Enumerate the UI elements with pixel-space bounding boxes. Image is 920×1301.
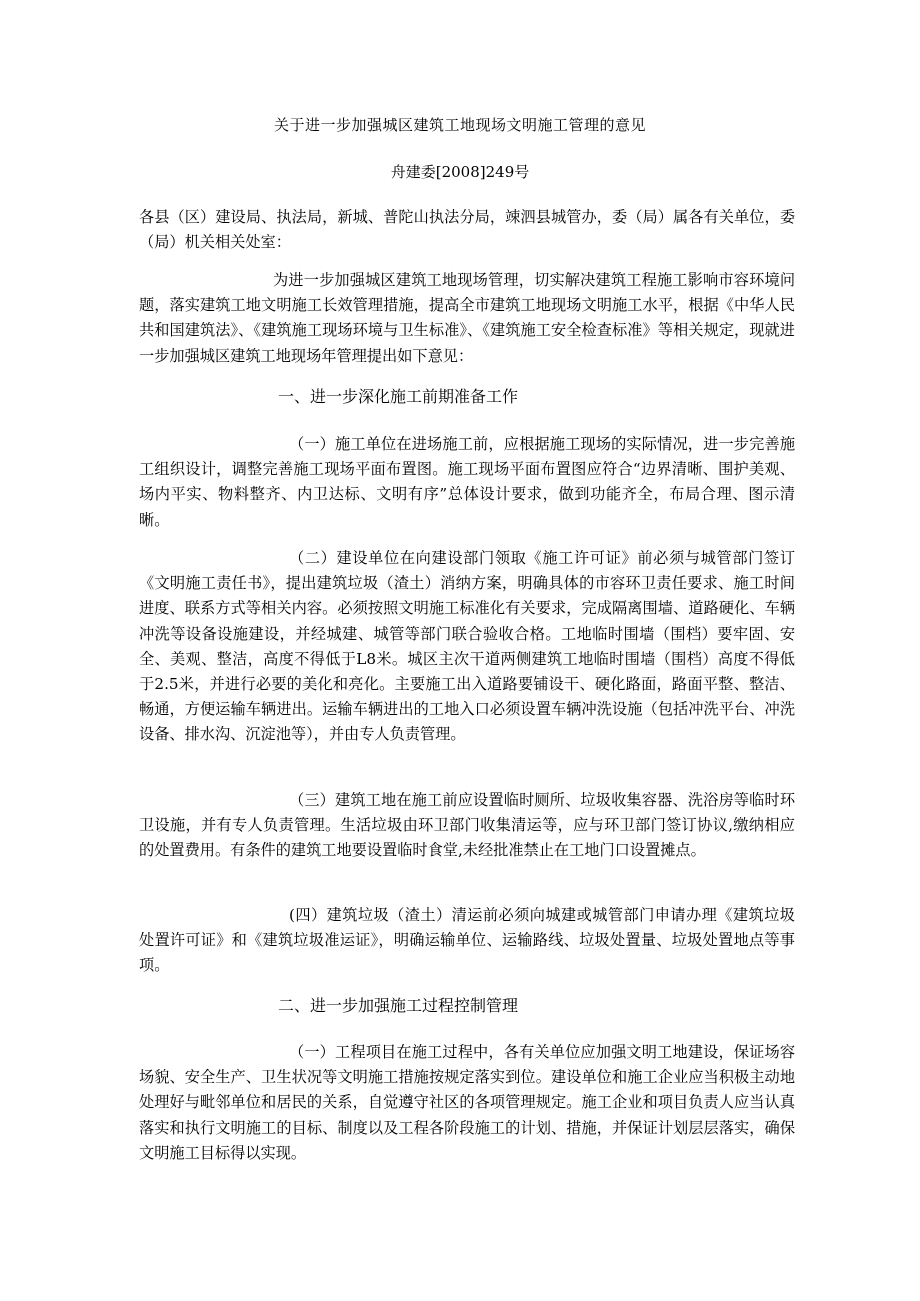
document-number: 舟建委[2008]249号 [390, 163, 530, 181]
section-1-item-3: （三）建筑工地在施工前应设置临时厕所、垃圾收集容器、洗浴房等临时环卫设施，并有专人负责管理。生活垃圾由环卫部门收集清运等，应与环卫部门签订协议,缴纳相应的处置费用。有条件的建筑工地要设置临时食堂,未经批准禁止在工地门口设置摊点。 [139, 791, 795, 860]
section-1-heading: 一、进一步深化施工前期准备工作 [278, 387, 519, 406]
document-title: 关于进一步加强城区建筑工地现场文明施工管理的意见 [273, 116, 646, 134]
intro-paragraph: 为进一步加强城区建筑工地现场管理，切实解决建筑工程施工影响市容环境问题，落实建筑工地文明施工长效管理措施，提高全市建筑工地现场文明施工水平，根据《中华人民共和国建筑法》、《建筑施工现场环境与卫生标准》、《建筑施工安全检查标准》等相关规定，现就进一步加强城区建筑工地现场年管理提出如下意见： [139, 271, 795, 365]
addressee-paragraph: 各县（区）建设局、执法局，新城、普陀山执法分局，竦泗县城管办，委（局）属各有关单位，委（局）机关相关处室： [139, 208, 795, 252]
section-1-item-1: （一）施工单位在进场施工前，应根据施工现场的实际情况，进一步完善施工组织设计，调整完善施工现场平面布置图。施工现场平面布置图应符合“边界清晰、围护美观、场内平实、物料整齐、内卫达标、文明有序”总体设计要求，做到功能齐全，布局合理、图示清晰。 [139, 435, 795, 529]
section-1-item-2: （二）建设单位在向建设部门领取《施工许可证》前必须与城管部门签订《文明施工责任书》，提出建筑垃圾（渣土）消纳方案，明确具体的市容环卫责任要求、施工时间进度、联系方式等相关内容。必须按照文明施工标准化有关要求，完成隔离围墙、道路硬化、车辆冲洗等设备设施建设，并经城建、城管等部门联合验收合格。工地临时围墙（围档）要牢固、安全、美观、整洁，高度不得低于L8米。城区主次干道两侧建筑工地临时围墙（围档）高度不得低于2.5米，并进行必要的美化和亮化。主要施工出入道路要铺设干、硬化路面，路面平整、整洁、畅通，方便运输车辆进出。运输车辆进出的工地入口必须设置车辆冲洗设施（包括冲洗平台、冲洗设备、排水沟、沉淀池等），并由专人负责管理。 [139, 549, 795, 744]
section-1-item-4: (四）建筑垃圾（渣土）清运前必须向城建或城管部门申请办理《建筑垃圾处置许可证》和《建筑垃圾准运证》，明确运输单位、运输路线、垃圾处置量、垃圾处置地点等事项。 [139, 906, 795, 975]
section-2-item-1: （一）工程项目在施工过程中，各有关单位应加强文明工地建设，保证场容场貌、安全生产、卫生状况等文明施工措施按规定落实到位。建设单位和施工企业应当积极主动地处理好与毗邻单位和居民的关系，自觉遵守社区的各项管理规定。施工企业和项目负责人应当认真落实和执行文明施工的目标、制度以及工程各阶段施工的计划、措施，并保证计划层层落实，确保文明施工目标得以实现。 [139, 1043, 795, 1162]
section-2-heading: 二、进一步加强施工过程控制管理 [278, 996, 519, 1015]
